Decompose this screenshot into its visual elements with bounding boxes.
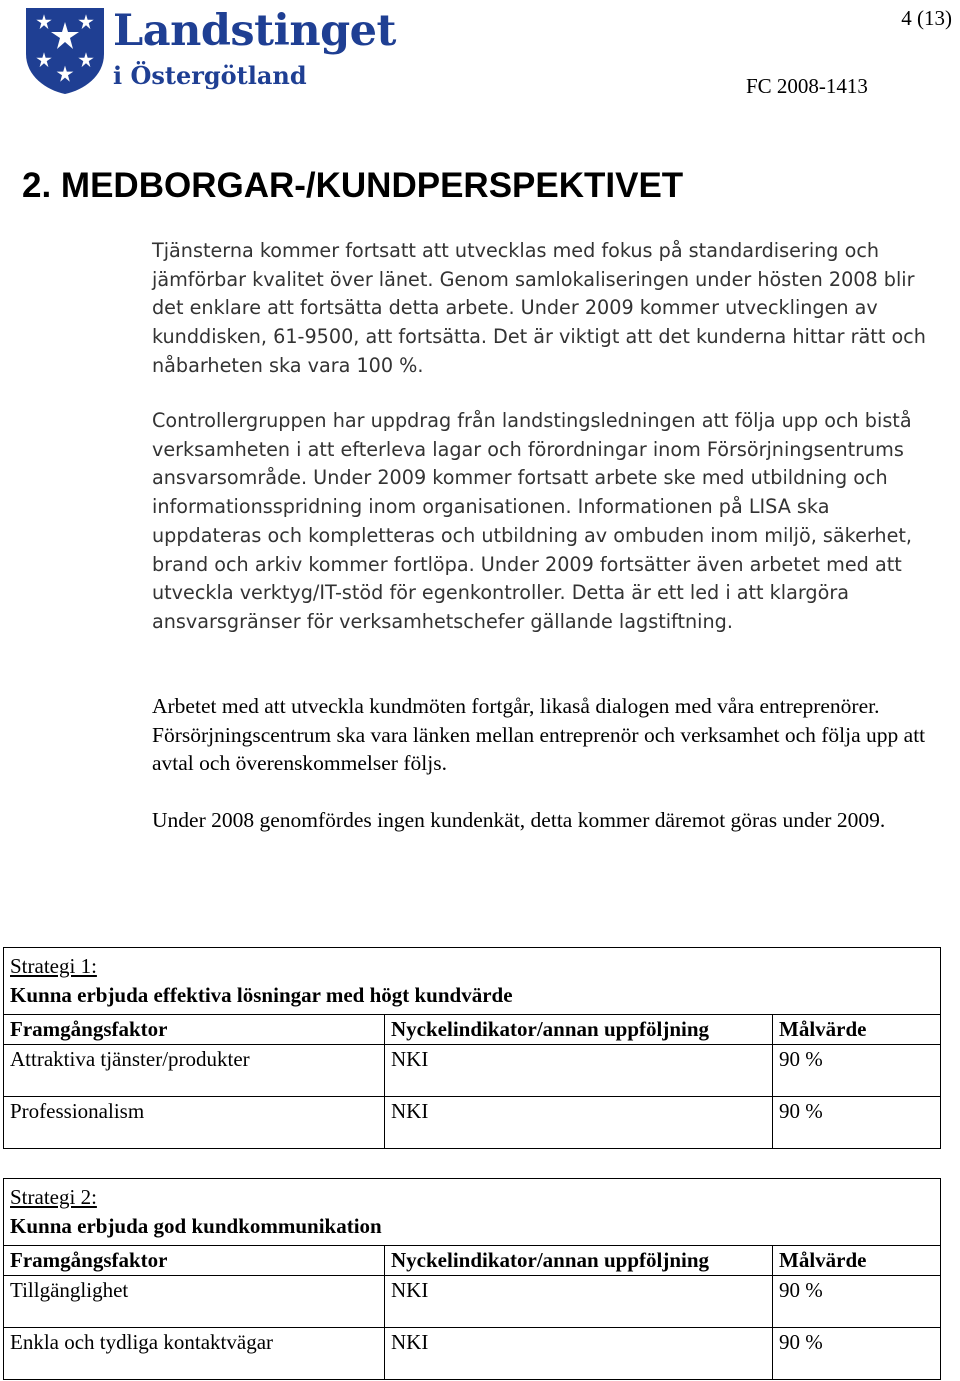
organization-logo	[22, 4, 396, 96]
strategy-header	[4, 948, 941, 1015]
logo-name: Landstinget	[113, 6, 396, 56]
column-header-success-factor: Framgångsfaktor	[4, 1015, 385, 1045]
table-row	[4, 1097, 941, 1149]
strategy-header	[4, 1179, 941, 1246]
column-header-row	[4, 1015, 941, 1045]
column-header-success-factor: Framgångsfaktor	[4, 1246, 385, 1276]
target-cell: 90 %	[773, 1045, 941, 1097]
strategy-label: Strategi 2:	[10, 1185, 97, 1209]
strategy-label: Strategi 1:	[10, 954, 97, 978]
target-cell: 90 %	[773, 1328, 941, 1380]
success-factor-cell: Tillgänglighet	[4, 1276, 385, 1328]
target-cell: 90 %	[773, 1276, 941, 1328]
page-number: 4 (13)	[901, 6, 952, 30]
column-header-indicator: Nyckelindikator/annan uppföljning	[385, 1246, 773, 1276]
paragraph-customer-meetings: Arbetet med att utveckla kundmöten fortgår, likaså dialogen med våra entreprenörer. Försörjningscentrum ska vara länken mellan entreprenör och verksamhet och följa upp att avtal och överenskommelser följs.	[152, 694, 926, 776]
paragraph-controller-group: Controllergruppen har uppdrag från landstingsledningen att följa upp och bistå verksamheten i att efterleva lagar och förordningar inom Försörjningsentrums ansvarsområde. Under 2009 kommer fortsatt arbete ske med utbildning och informationsspridning inom organisationen. Informationen på LISA ska uppdateras och kompletteras och utbildning av ombuden inom miljö, säkerhet, brand och arkiv kommer fortlöpa. Under 2009 fortsätter även arbetet med att utveckla verktyg/IT-stöd för egenkontroller. Detta är ett led i att klargöra ansvarsgränser för verksamhetschefer gällande lagstiftning.	[152, 409, 913, 633]
paragraph-standardization: Tjänsterna kommer fortsatt att utvecklas med fokus på standardisering och jämförbar kvalitet över länet. Genom samlokaliseringen under hösten 2008 blir det enklare att fortsätta detta arbete. Under 2009 kommer utvecklingen av kunddisken, 61-9500, att fortsätta. Det är viktigt att det kunderna hittar rätt och nåbarheten ska vara 100 %.	[152, 239, 926, 377]
section-heading: 2. MEDBORGAR-/KUNDPERSPEKTIVET	[22, 166, 684, 205]
success-factor-cell: Enkla och tydliga kontaktvägar	[4, 1328, 385, 1380]
coat-of-arms-icon	[22, 4, 108, 96]
indicator-cell: NKI	[385, 1097, 773, 1149]
column-header-indicator: Nyckelindikator/annan uppföljning	[385, 1015, 773, 1045]
indicator-cell: NKI	[385, 1328, 773, 1380]
column-header-target: Målvärde	[773, 1015, 941, 1045]
column-header-row	[4, 1246, 941, 1276]
target-cell: 90 %	[773, 1097, 941, 1149]
column-header-target: Målvärde	[773, 1246, 941, 1276]
strategy-table-1	[3, 947, 941, 1149]
logo-region: i Östergötland	[113, 61, 307, 90]
success-factor-cell: Professionalism	[4, 1097, 385, 1149]
indicator-cell: NKI	[385, 1276, 773, 1328]
table-row	[4, 1276, 941, 1328]
table-row	[4, 1328, 941, 1380]
document-id: FC 2008-1413	[746, 74, 868, 98]
table-row	[4, 1045, 941, 1097]
paragraph-customer-survey: Under 2008 genomfördes ingen kundenkät, detta kommer däremot göras under 2009.	[152, 808, 886, 832]
strategy-table-2	[3, 1178, 941, 1380]
strategy-title: Kunna erbjuda god kundkommunikation	[10, 1214, 382, 1238]
indicator-cell: NKI	[385, 1045, 773, 1097]
strategy-title: Kunna erbjuda effektiva lösningar med högt kundvärde	[10, 983, 513, 1007]
success-factor-cell: Attraktiva tjänster/produkter	[4, 1045, 385, 1097]
